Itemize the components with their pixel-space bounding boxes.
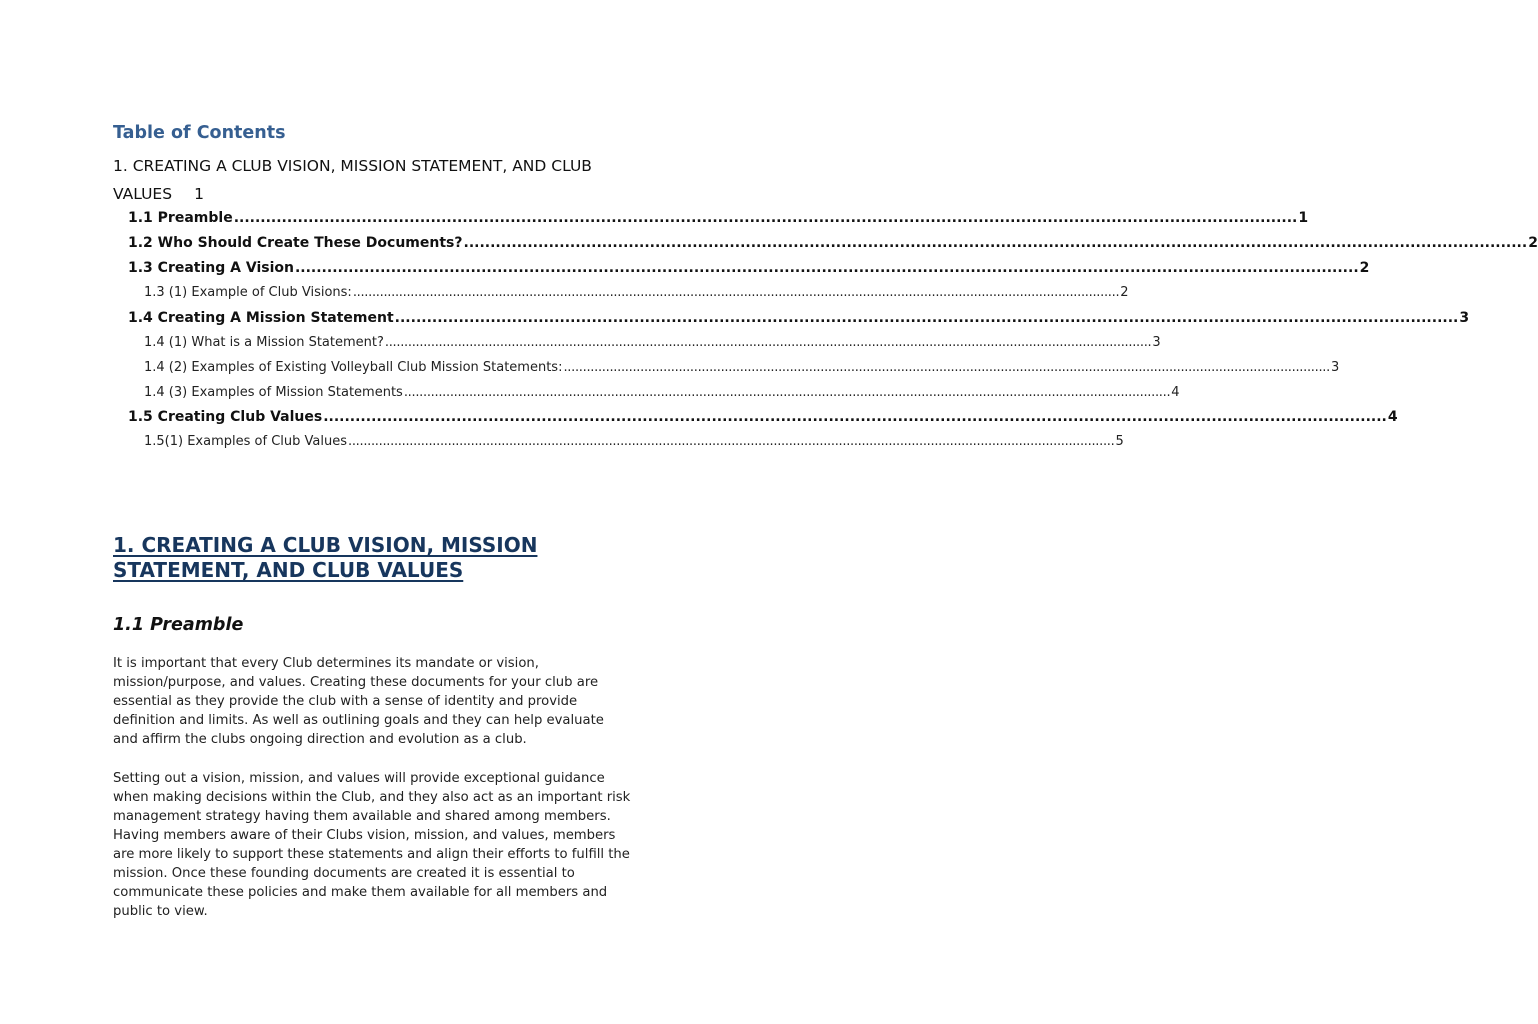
toc-leader-dots: ........................................................................................................................................................................................................: [403, 385, 1171, 400]
toc-entry-label: 1.5(1) Examples of Club Values: [144, 434, 347, 449]
toc-entry-creating-vision[interactable]: [128, 257, 1370, 279]
toc-entry-label: 1.4 (3) Examples of Mission Statements: [144, 385, 403, 400]
toc-entry-creating-values[interactable]: [128, 406, 1398, 428]
paragraph-line: It is important that every Club determines its mandate or vision,: [113, 656, 539, 671]
toc-leader-dots: ........................................................................................................................................................................................................: [347, 434, 1115, 449]
toc-leader-dots: ........................................................................................................................................................................................................: [394, 310, 1459, 326]
paragraph-line: mission/purpose, and values. Creating these documents for your club are: [113, 675, 599, 690]
toc-leader-dots: ........................................................................................................................................................................................................: [294, 260, 1359, 276]
paragraph-line: communicate these policies and make them available for all members and: [113, 885, 608, 900]
toc-entry-label: 1.2 Who Should Create These Documents?: [128, 235, 463, 251]
toc-entry-page: 1: [1298, 210, 1309, 226]
section-heading: 1. CREATING A CLUB VISION, MISSION STATEMENT, AND CLUB VALUES: [113, 533, 538, 582]
toc-entry-page: 4: [1171, 385, 1180, 400]
toc-entry-label: 1.4 Creating A Mission Statement: [128, 310, 394, 326]
toc-entry-creating-mission[interactable]: [128, 307, 1470, 329]
toc-entry-what-is-mission[interactable]: [144, 332, 1161, 354]
toc-leader-dots: ........................................................................................................................................................................................................: [563, 360, 1330, 375]
body-paragraph: [113, 654, 661, 749]
toc-entry-label: 1.1 Preamble: [128, 210, 233, 226]
toc-entry-who-should-create[interactable]: [128, 232, 1538, 254]
toc-entry-page: 3: [1330, 360, 1340, 375]
toc-entry-page: 1: [194, 185, 204, 203]
toc-leader-dots: ........................................................................................................................................................................................................: [233, 210, 1298, 226]
paragraph-line: are more likely to support these statements and align their efforts to fulfill the: [113, 847, 630, 862]
paragraph-line: management strategy having them available and shared among members.: [113, 809, 611, 824]
toc-entry-label: 1. CREATING A CLUB VISION, MISSION STATEMENT, AND CLUB VALUES: [113, 157, 592, 203]
toc-leader-dots: ........................................................................................................................................................................................................: [463, 235, 1528, 251]
toc-entry-label: 1.3 Creating A Vision: [128, 260, 294, 276]
paragraph-line: and affirm the clubs ongoing direction and evolution as a club.: [113, 732, 527, 747]
toc-entry-page: 5: [1115, 434, 1124, 449]
toc-entry-existing-volleyball-missions[interactable]: [144, 357, 1340, 379]
paragraph-line: when making decisions within the Club, and they also act as an important risk: [113, 790, 631, 805]
toc-entry-level1[interactable]: [113, 152, 653, 208]
toc-entry-examples-missions[interactable]: [144, 382, 1180, 404]
paragraph-line: Having members aware of their Clubs vision, mission, and values, members: [113, 828, 616, 843]
toc-entry-page: 2: [1359, 260, 1370, 276]
toc-entry-page: 3: [1459, 310, 1470, 326]
toc-entry-example-visions[interactable]: [144, 282, 1129, 304]
toc-leader-dots: ........................................................................................................................................................................................................: [352, 285, 1120, 300]
toc-leader-dots: ........................................................................................................................................................................................................: [323, 409, 1387, 425]
toc-entry-page: 3: [1152, 335, 1161, 350]
paragraph-line: mission. Once these founding documents are created it is essential to: [113, 866, 575, 881]
subsection-heading: 1.1 Preamble: [113, 615, 244, 635]
toc-entry-label: 1.3 (1) Example of Club Visions:: [144, 285, 352, 300]
toc-entry-label: 1.5 Creating Club Values: [128, 409, 323, 425]
toc-entry-label: 1.4 (2) Examples of Existing Volleyball Club Mission Statements:: [144, 360, 563, 375]
toc-entry-examples-values[interactable]: [144, 431, 1124, 453]
toc-leader-dots: ........................................................................................................................................................................................................: [384, 335, 1152, 350]
toc-entry-page: 4: [1387, 409, 1398, 425]
paragraph-line: definition and limits. As well as outlining goals and they can help evaluate: [113, 713, 604, 728]
paragraph-line: Setting out a vision, mission, and values will provide exceptional guidance: [113, 771, 605, 786]
toc-entry-label: 1.4 (1) What is a Mission Statement?: [144, 335, 384, 350]
toc-entry-preamble[interactable]: [128, 207, 1309, 229]
paragraph-line: public to view.: [113, 904, 208, 919]
toc-entry-page: 2: [1528, 235, 1538, 251]
body-paragraph: [113, 769, 661, 921]
toc-entry-page: 2: [1120, 285, 1129, 300]
paragraph-line: essential as they provide the club with a sense of identity and provide: [113, 694, 578, 709]
toc-title: Table of Contents: [113, 123, 286, 143]
